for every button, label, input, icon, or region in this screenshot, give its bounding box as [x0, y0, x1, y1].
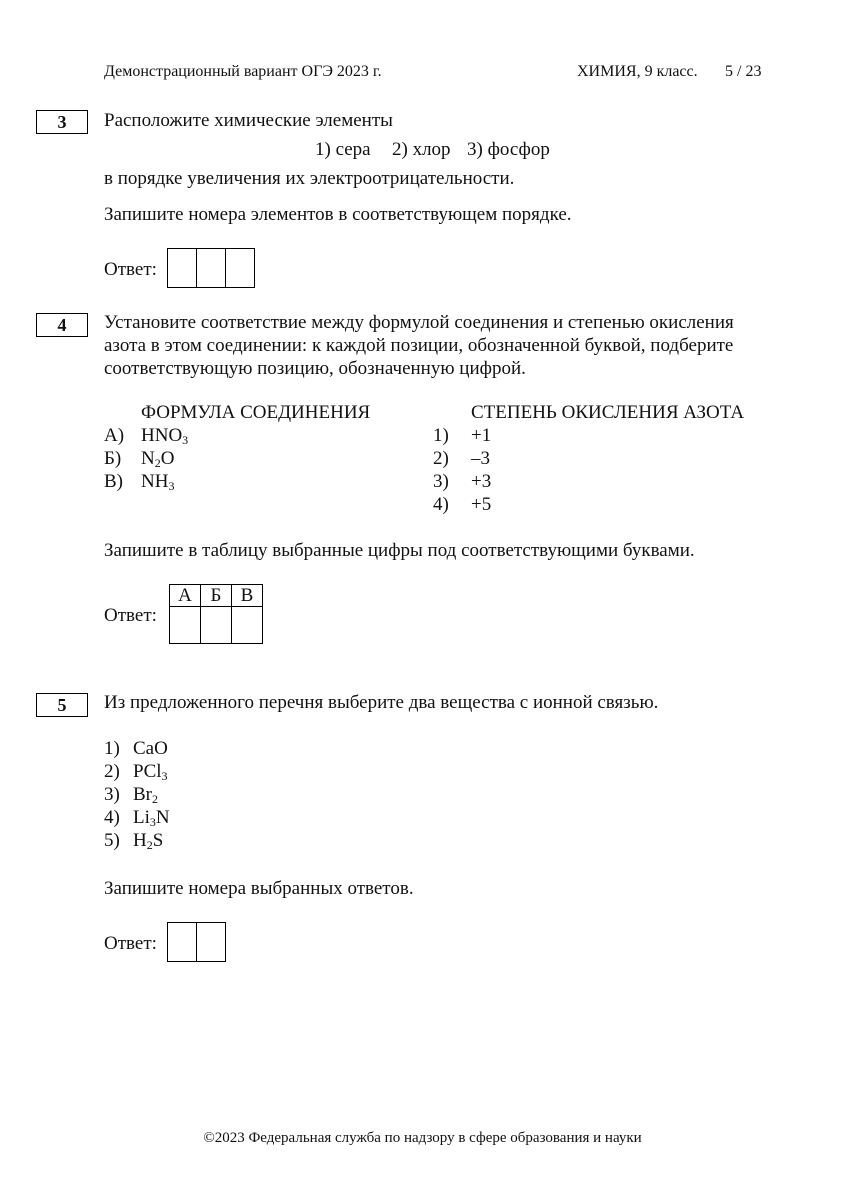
- option-item: CaO: [133, 738, 168, 759]
- formula-letter: Б): [104, 448, 122, 469]
- question-4-instruction: Запишите в таблицу выбранные цифры под соответствующими буквами.: [104, 540, 695, 561]
- formula-item: $N_2O$: [141, 448, 175, 470]
- header-title: Демонстрационный вариант ОГЭ 2023 г.: [104, 63, 382, 80]
- oxidation-value: +1: [471, 425, 492, 446]
- question-5-text: Из предложенного перечня выберите два вещества с ионной связью.: [104, 692, 659, 713]
- answer-cell[interactable]: [196, 922, 226, 962]
- option-item: PCl$_3$: [133, 761, 168, 783]
- option-item: $Li_3N$: [133, 807, 170, 829]
- option-number: 4): [104, 807, 120, 828]
- answer-table-header: В: [232, 585, 263, 607]
- footer-copyright: ©2023 Федеральная служба по надзору в сфере образования и науки: [203, 1130, 642, 1146]
- question-3-instruction: Запишите номера элементов в соответствующем порядке.: [104, 204, 572, 225]
- question-4-text-1: Установите соответствие между формулой соединения и степенью окисления: [104, 312, 734, 333]
- question-4-answer-table: [169, 584, 263, 644]
- header-subject: ХИМИЯ, 9 класс.: [577, 63, 698, 80]
- answer-cell[interactable]: [232, 607, 263, 644]
- question-5-number: 5: [36, 693, 88, 717]
- question-3-answer-label: Ответ:: [104, 259, 157, 280]
- question-3-option-2: 2) хлор: [392, 139, 451, 160]
- formula-item: $HNO_3$: [141, 425, 189, 447]
- question-4-text-2: азота в этом соединении: к каждой позиции, обозначенной буквой, подберите: [104, 335, 734, 356]
- question-4-text-3: соответствующую позицию, обозначенную цифрой.: [104, 358, 526, 379]
- question-3-text-2: в порядке увеличения их электроотрицательности.: [104, 168, 515, 189]
- question-3-option-1: 1) сера: [315, 139, 371, 160]
- option-number: 2): [104, 761, 120, 782]
- option-number: 5): [104, 830, 120, 851]
- option-number: 1): [104, 738, 120, 759]
- answer-cell[interactable]: [167, 922, 197, 962]
- oxidation-number-label: 2): [433, 448, 449, 469]
- answer-table-header: Б: [201, 585, 232, 607]
- question-4-number: 4: [36, 313, 88, 337]
- oxidation-number-label: 1): [433, 425, 449, 446]
- answer-cell[interactable]: [196, 248, 226, 288]
- question-4-answer-label: Ответ:: [104, 605, 157, 626]
- oxidation-column-header: СТЕПЕНЬ ОКИСЛЕНИЯ АЗОТА: [471, 402, 745, 423]
- header-page-number: 5 / 23: [725, 63, 762, 80]
- oxidation-value: +5: [471, 494, 492, 515]
- option-item: $Br_2$: [133, 784, 158, 806]
- formula-letter: А): [104, 425, 125, 446]
- question-5-answer-cells: [167, 922, 226, 962]
- answer-cell[interactable]: [170, 607, 201, 644]
- oxidation-number-label: 3): [433, 471, 449, 492]
- oxidation-number-label: 4): [433, 494, 449, 515]
- question-5-answer-label: Ответ:: [104, 933, 157, 954]
- option-number: 3): [104, 784, 120, 805]
- oxidation-value: +3: [471, 471, 492, 492]
- formula-item: $NH_3$: [141, 471, 175, 493]
- question-5-instruction: Запишите номера выбранных ответов.: [104, 878, 414, 899]
- answer-table-header: А: [170, 585, 201, 607]
- formula-column-header: ФОРМУЛА СОЕДИНЕНИЯ: [141, 402, 371, 423]
- oxidation-value: –3: [471, 448, 490, 469]
- question-3-text: Расположите химические элементы: [104, 110, 393, 131]
- formula-letter: В): [104, 471, 123, 492]
- answer-cell[interactable]: [167, 248, 197, 288]
- question-3-option-3: 3) фосфор: [467, 139, 550, 160]
- question-3-number: 3: [36, 110, 88, 134]
- answer-cell[interactable]: [201, 607, 232, 644]
- answer-cell[interactable]: [225, 248, 255, 288]
- question-3-answer-cells: [167, 248, 255, 288]
- option-item: $H_2S$: [133, 830, 164, 852]
